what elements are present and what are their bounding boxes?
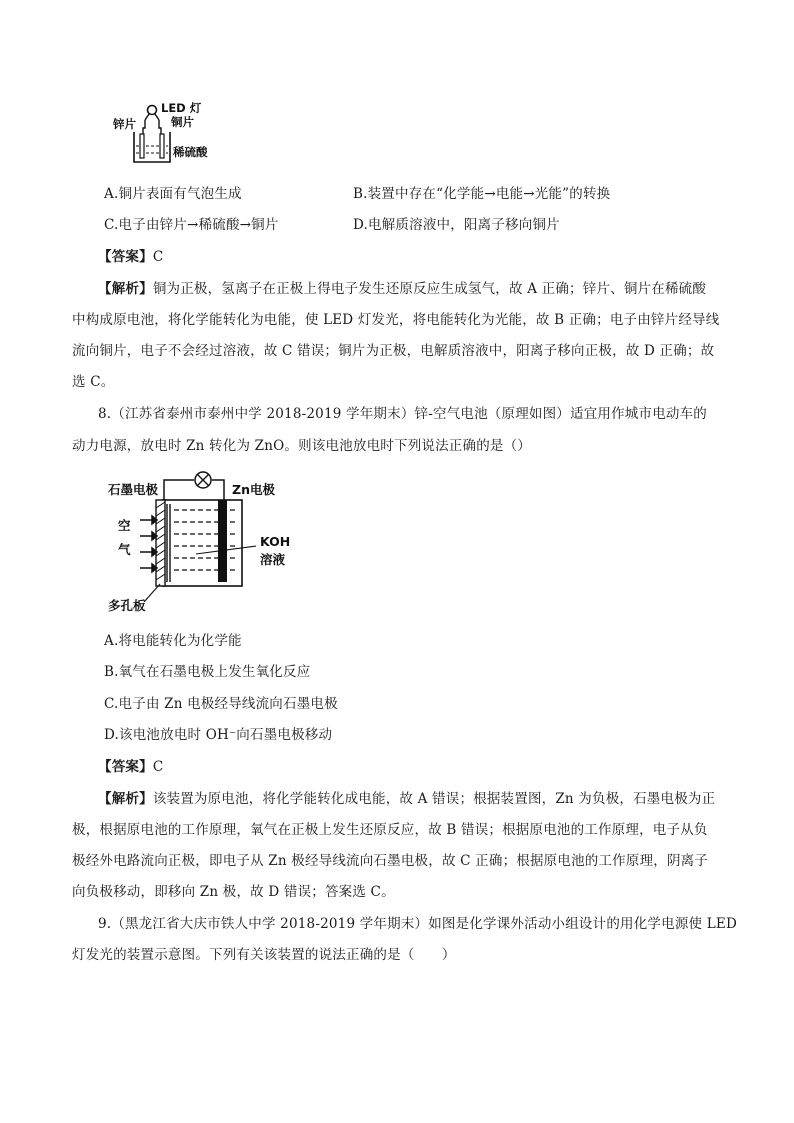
- q8-zinc-air-cell-diagram: [104, 464, 314, 614]
- analysis-text: 该装置为原电池，将化学能转化成电能，故 A 错误；根据装置图，Zn 为负极，石墨电极为正: [152, 791, 716, 807]
- graphite-label: 石墨电极: [108, 482, 159, 497]
- lamp-icon: [195, 472, 211, 488]
- q8-option-a: A.将电能转化为化学能: [104, 633, 242, 649]
- answer-value: C: [152, 759, 164, 775]
- q8-stem-line-2: 动力电源，放电时 Zn 转化为 ZnO。则该电池放电时下列说法正确的是（）: [72, 438, 531, 454]
- solution-label: 溶液: [260, 552, 286, 567]
- q7-option-d: D.电解质溶液中，阳离子移向铜片: [353, 217, 560, 233]
- q8-stem-line-1: 8.（江苏省泰州市泰州中学 2018-2019 学年期末）锌-空气电池（原理如图）适宜用作城市电动车的: [98, 406, 707, 422]
- air-label-1: 空: [118, 518, 131, 533]
- q7-option-c: C.电子由锌片→稀硫酸→铜片: [104, 217, 279, 233]
- q7-cell-diagram: [112, 98, 222, 170]
- q8-answer: [98, 757, 163, 777]
- answer-value: C: [152, 249, 164, 265]
- q8-option-d: D.该电池放电时 OH⁻向石墨电极移动: [104, 727, 333, 743]
- led-label: LED 灯: [161, 101, 202, 115]
- q7-option-b: B.装置中存在“化学能→电能→光能”的转换: [353, 186, 611, 202]
- zn-electrode-label: Zn电极: [232, 482, 275, 497]
- q7-analysis-line-4: 选 C。: [72, 374, 115, 390]
- q7-analysis-line-1: [98, 279, 706, 299]
- q8-analysis-line-2: 极，根据原电池的工作原理，氧气在正极上发生还原反应，故 B 错误；根据原电池的工作原理，电子从负: [72, 822, 708, 838]
- porous-plate-label: 多孔板: [108, 598, 146, 613]
- q9-stem-line-1: 9.（黑龙江省大庆市铁人中学 2018-2019 学年期末）如图是化学课外活动小组设计的用化学电源使 LED: [98, 916, 737, 932]
- q8-option-c: C.电子由 Zn 电极经导线流向石墨电极: [104, 696, 338, 712]
- copper-label: 铜片: [171, 115, 194, 129]
- q8-analysis-line-3: 极经外电路流向正极，即电子从 Zn 极经导线流向石墨电极，故 C 正确；根据原电池的工作原理，阴离子: [72, 853, 709, 869]
- air-label-2: 气: [118, 542, 131, 557]
- acid-label: 稀硫酸: [173, 145, 208, 159]
- q7-answer: [98, 247, 163, 267]
- q8-analysis-line-4: 向负极移动，即移向 Zn 极，故 D 错误；答案选 C。: [72, 884, 395, 900]
- q7-analysis-line-3: 流向铜片，电子不会经过溶液，故 C 错误；铜片为正极，电解质溶液中，阳离子移向正极，故 D 正确；故: [72, 343, 715, 359]
- analysis-tag: 【解析】: [98, 791, 153, 807]
- q7-analysis-line-2: 中构成原电池，将化学能转化为电能，使 LED 灯发光，将电能转化为光能，故 B 正确；电子由锌片经导线: [72, 312, 720, 328]
- answer-tag: 【答案】: [98, 759, 153, 775]
- q9-stem-line-2: 灯发光的装置示意图。下列有关该装置的说法正确的是（ ）: [72, 947, 456, 963]
- led-bulb-icon: [148, 106, 157, 115]
- analysis-text: 铜为正极，氢离子在正极上得电子发生还原反应生成氢气，故 A 正确；锌片、铜片在稀硫酸: [152, 281, 707, 297]
- q8-option-b: B.氧气在石墨电极上发生氧化反应: [104, 664, 311, 680]
- answer-tag: 【答案】: [98, 249, 153, 265]
- q8-analysis-line-1: [98, 789, 715, 809]
- analysis-tag: 【解析】: [98, 281, 153, 297]
- q7-option-a: A.铜片表面有气泡生成: [104, 186, 242, 202]
- koh-label: KOH: [260, 534, 291, 549]
- zinc-label: 锌片: [113, 117, 136, 131]
